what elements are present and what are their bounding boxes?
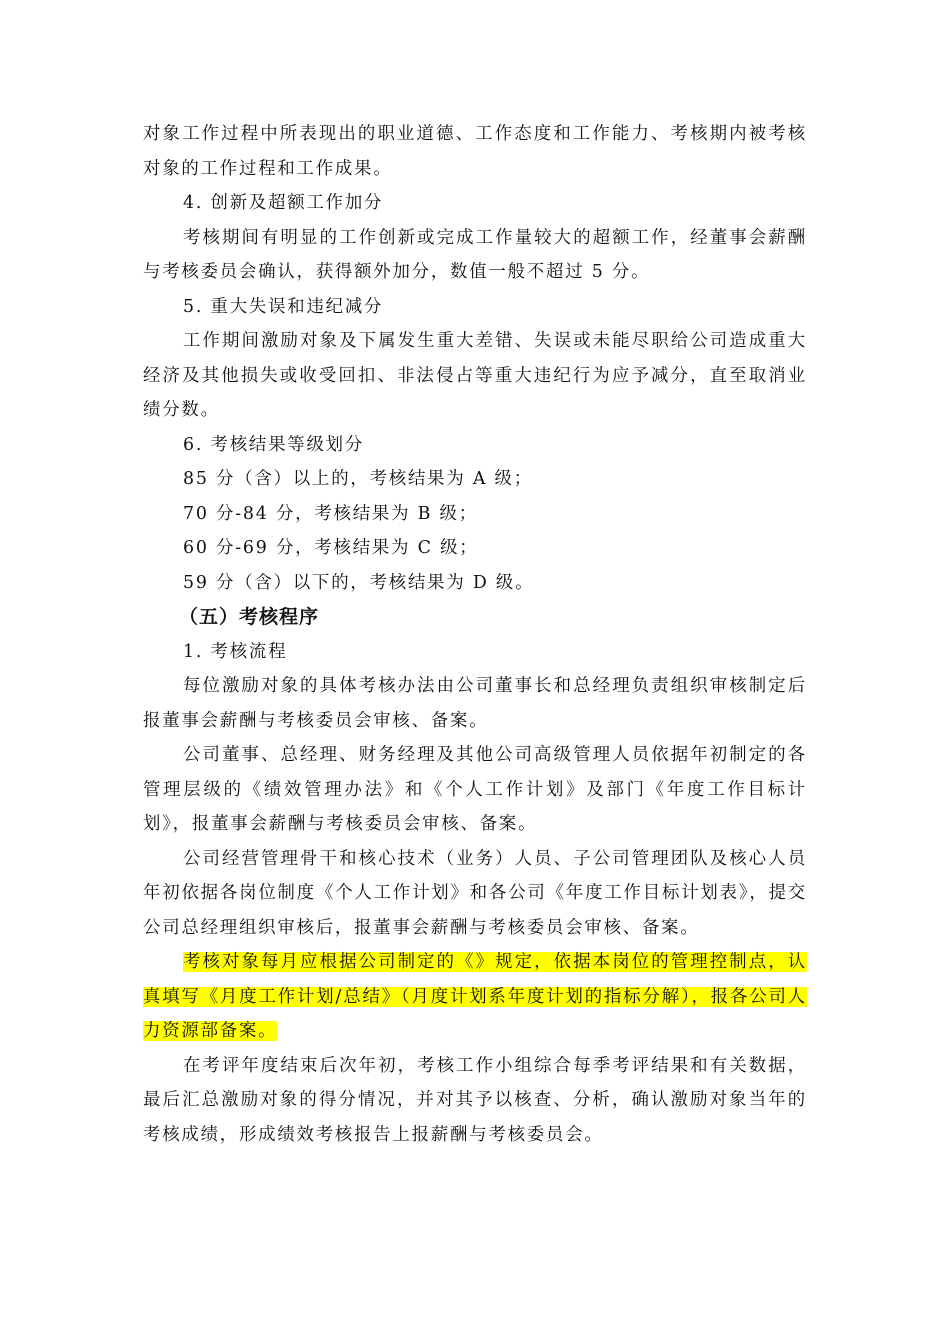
process-paragraph-1: 每位激励对象的具体考核办法由公司董事长和总经理负责组织审核制定后报董事会薪酬与考核委员会审核、备案。 [143, 676, 807, 731]
item-5-body: 工作期间激励对象及下属发生重大差错、失误或未能尽职给公司造成重大经济及其他损失或收受回扣、非法侵占等重大违纪行为应予减分，直至取消业绩分数。 [143, 331, 807, 420]
section-heading: （五）考核程序 [179, 606, 320, 628]
document-body [143, 117, 807, 1152]
item-4-body: 考核期间有明显的工作创新或完成工作量较大的超额工作，经董事会薪酬与考核委员会确认，获得额外加分，数值一般不超过 5 分。 [143, 227, 807, 282]
process-paragraph-5: 在考评年度结束后次年初，考核工作小组综合每季考评结果和有关数据，最后汇总激励对象的得分情况，并对其予以核查、分析，确认激励对象当年的考核成绩，形成绩效考核报告上报薪酬与考核委员会。 [143, 1055, 807, 1145]
grade-d-line: 59 分（含）以下的，考核结果为 D 级。 [183, 572, 535, 593]
grade-b-line: 70 分-84 分，考核结果为 B 级； [183, 503, 478, 524]
item-6-title: 6. 考核结果等级划分 [183, 434, 365, 455]
highlighted-text: 考核对象每月应根据公司制定的《》规定，依据本岗位的管理控制点，认真填写《月度工作计划/总结》（月度计划系年度计划的指标分解），报各公司人力资源部备案。 [143, 952, 807, 1041]
grade-c-line: 60 分-69 分，考核结果为 C 级； [183, 538, 479, 558]
highlighted-paragraph [143, 945, 807, 1049]
item-4-title: 4. 创新及超额工作加分 [183, 193, 384, 213]
process-paragraph-3: 公司经营管理骨干和核心技术（业务）人员、子公司管理团队及核心人员年初依据各岗位制度《个人工作计划》和各公司《年度工作目标计划表》，提交公司总经理组织审核后，报董事会薪酬与考核委员会审核、备案。 [143, 848, 807, 938]
process-paragraph-2: 公司董事、总经理、财务经理及其他公司高级管理人员依据年初制定的各管理层级的《绩效管理办法》和《个人工作计划》及部门《年度工作目标计划》，报董事会薪酬与考核委员会审核、备案。 [143, 745, 807, 834]
item-5-title: 5. 重大失误和违纪减分 [183, 296, 384, 317]
grade-a-line: 85 分（含）以上的，考核结果为 A 级； [183, 469, 533, 489]
paragraph-continued: 对象工作过程中所表现出的职业道德、工作态度和工作能力、考核期内被考核对象的工作过程和工作成果。 [143, 124, 807, 179]
process-item-1-title: 1. 考核流程 [183, 641, 288, 662]
